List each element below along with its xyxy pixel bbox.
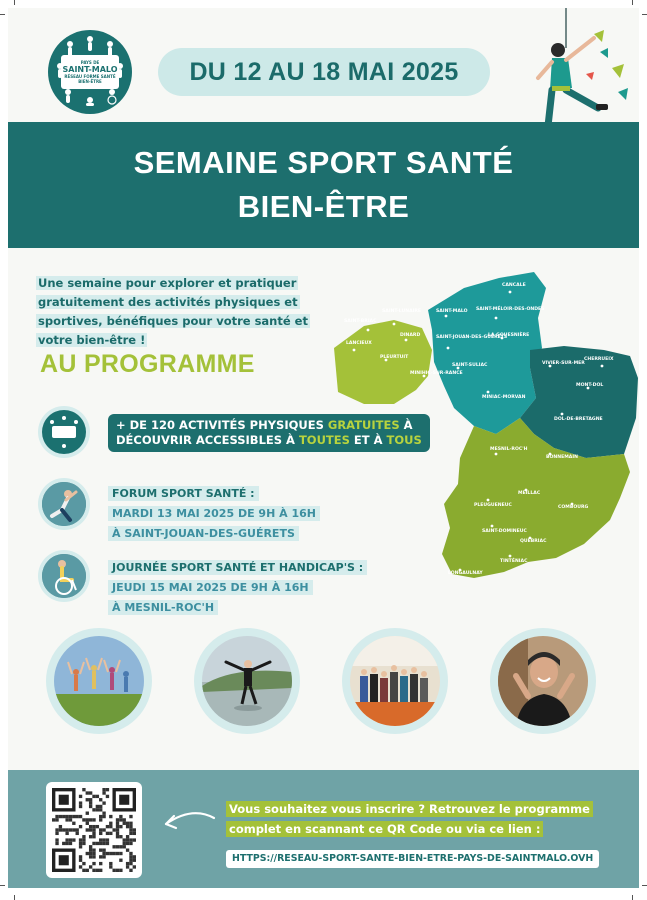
title-banner (8, 122, 639, 248)
group-exercise-image (54, 636, 144, 726)
activities-text: DÉCOUVRIR ACCESSIBLES À (116, 433, 299, 447)
map-label: MONT-DOL (576, 383, 604, 388)
crop-mark (642, 885, 647, 886)
footer-band (8, 770, 639, 888)
map-label: MEILLAC (518, 491, 541, 496)
map-label: SAINT-DOMINEUC (482, 529, 527, 534)
crop-mark (14, 895, 15, 900)
poster (8, 8, 639, 888)
wheelchair-icon (42, 554, 86, 598)
photo-smiling-woman (490, 628, 596, 734)
map-label: SAINT-JOUAN-DES-GUÉRETS (436, 335, 508, 340)
logo-sub1: RÉSEAU FORME SANTÉ (64, 74, 116, 79)
logo (48, 30, 132, 114)
map-label: PLEUGUENEUC (474, 503, 512, 508)
map-label: TINTÉNIAC (500, 559, 528, 564)
logo-name: SAINT-MALO (62, 65, 118, 74)
beach-exercise-image (202, 636, 292, 726)
crop-mark (632, 0, 633, 5)
crop-mark (642, 14, 647, 15)
cta-line2: complet en scannant ce QR Code ou via ce lien : (226, 821, 543, 837)
logo-top-text: PAYS DE (80, 60, 100, 65)
handicap-event (108, 556, 367, 616)
activities-free: GRATUITES (327, 418, 400, 432)
fitness-figure-icon (42, 482, 86, 526)
map-label: CANCALE (502, 283, 526, 288)
map-label: CHERRUEIX (584, 357, 614, 362)
map-label: BONNEMAIN (546, 455, 578, 460)
activities-line1 (116, 418, 422, 433)
gym-group-image (350, 636, 440, 726)
map-label: MINIAC-MORVAN (482, 395, 526, 400)
programme-heading: AU PROGRAMME (40, 350, 255, 378)
activities-highlight (108, 414, 430, 452)
crop-mark (0, 885, 5, 886)
map-label: DOL-DE-BRETAGNE (554, 417, 603, 422)
map-label: DINARD (400, 333, 421, 338)
map-label: VIVIER-SUR-MER (542, 361, 585, 366)
map-label: PLEURTUIT (380, 355, 409, 360)
sport-figures-icon (48, 30, 132, 114)
banner-title-line2: BIEN-ÊTRE (237, 189, 410, 224)
map-label: SAINT-SULIAC (452, 363, 488, 368)
map-label: SAINT-MÉLOIR-DES-ONDES (476, 307, 545, 312)
handicap-place: À MESNIL-ROC'H (108, 600, 218, 615)
crop-mark (14, 0, 15, 5)
photo-group-exercise (46, 628, 152, 734)
crop-mark (0, 14, 5, 15)
map-label: SAINT-MALO (436, 309, 468, 314)
activities-all-women: TOUTES (298, 433, 350, 447)
date-badge (158, 48, 490, 96)
map-label: SAINT-BRIAC (344, 319, 377, 324)
map-label: SAINT-LUNAIRE (382, 309, 422, 314)
map-label: MESNIL-ROC'H (490, 447, 528, 452)
activities-all-men: TOUS (386, 433, 422, 447)
network-logo-circle (38, 406, 90, 458)
handicap-date: JEUDI 15 MAI 2025 DE 9H À 16H (108, 580, 313, 595)
activities-text: À (399, 418, 413, 432)
handicap-title: JOURNÉE SPORT SANTÉ ET HANDICAP'S : (108, 560, 367, 575)
map-label: LANCIEUX (346, 341, 372, 346)
forum-event (108, 482, 320, 542)
banner-title-line1: SEMAINE SPORT SANTÉ (133, 145, 514, 180)
photo-beach-exercise (194, 628, 300, 734)
forum-title: FORUM SPORT SANTÉ : (108, 486, 259, 501)
forum-place: À SAINT-JOUAN-DES-GUÉRETS (108, 526, 299, 541)
programme-link[interactable]: HTTPS://RESEAU-SPORT-SANTE-BIEN-ETRE-PAYS-DE-SAINTMALO.OVH (226, 850, 599, 868)
network-logo-icon (42, 410, 86, 454)
forum-photo-circle (38, 478, 90, 530)
map-label: LA GOUESNIÈRE (488, 333, 530, 338)
activities-text: + DE 120 ACTIVITÉS PHYSIQUES (116, 418, 328, 432)
logo-sub2: BIEN-ÊTRE (78, 79, 102, 84)
event-dates: DU 12 AU 18 MAI 2025 (189, 57, 459, 86)
intro-text-block (36, 272, 316, 348)
activities-line2 (116, 433, 422, 448)
qr-code[interactable] (46, 782, 142, 878)
registration-callout (226, 798, 606, 838)
photo-gym-group (342, 628, 448, 734)
intro-text: Une semaine pour explorer et pratiquer gratuitement des activités physiques et sportives, bénéfiques pour votre santé et votre bien-être ! (38, 276, 308, 347)
smiling-woman-image (498, 636, 588, 726)
map-label: QUÉBRIAC (520, 539, 547, 544)
activities-text: ET À (349, 433, 387, 447)
qr-code-icon (52, 788, 136, 872)
handicap-photo-circle (38, 550, 90, 602)
cta-line1: Vous souhaitez vous inscrire ? Retrouvez le programme (226, 801, 593, 817)
map-label: COMBOURG (558, 505, 589, 510)
curved-arrow-icon (158, 800, 218, 840)
crop-mark (632, 895, 633, 900)
forum-date: MARDI 13 MAI 2025 DE 9H À 16H (108, 506, 320, 521)
map-label: LONGAULNAY (448, 571, 483, 576)
map-label: MINIHIC-SUR-RANCE (410, 371, 463, 376)
